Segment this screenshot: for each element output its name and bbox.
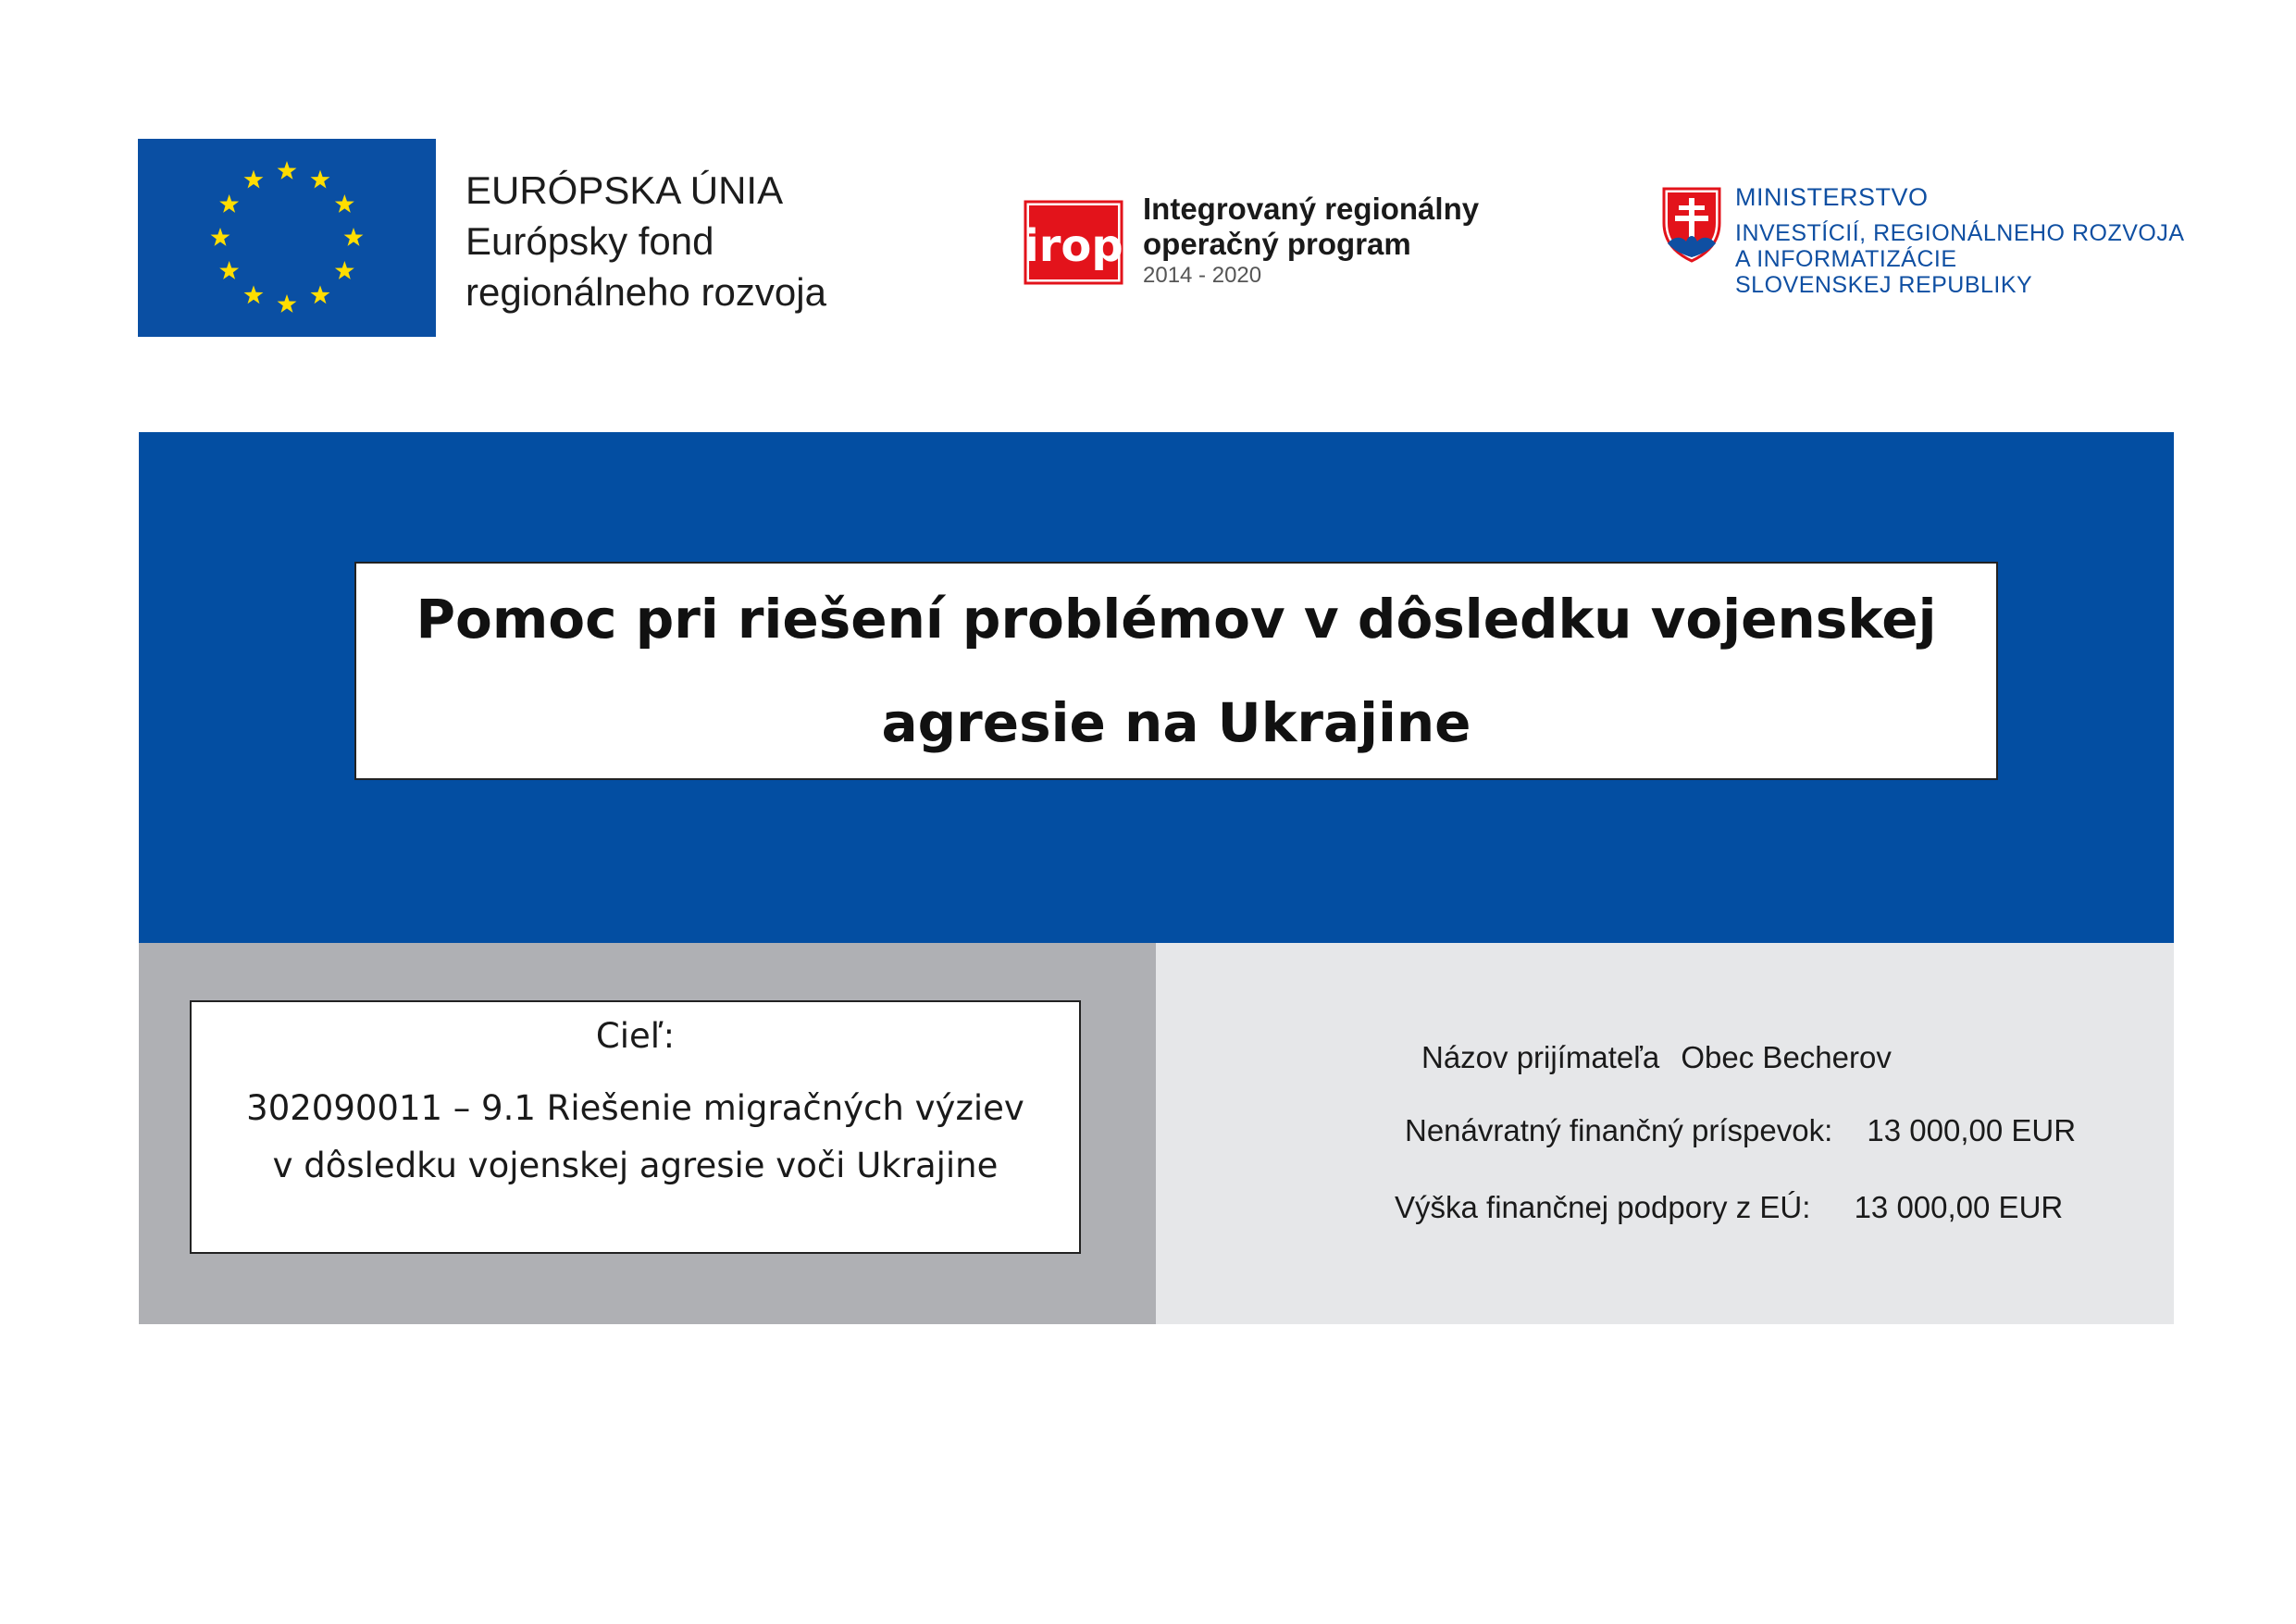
slovak-crest-icon: [1661, 186, 1722, 264]
irop-line-2: operačný program: [1143, 227, 1411, 261]
goal-box: [190, 1000, 1081, 1254]
eu-flag-icon: [138, 139, 436, 337]
project-title-line-2: agresie na Ukrajine: [881, 691, 1471, 754]
ministry-line-2: INVESTÍCIÍ, REGIONÁLNEHO ROZVOJA: [1735, 220, 2185, 246]
irop-logo-icon: [1024, 200, 1123, 285]
project-title-line-1: Pomoc pri riešení problémov v dôsledku vojenskej: [416, 588, 1937, 651]
recipient-row: [1421, 1040, 1892, 1075]
goal-line-2: v dôsledku vojenskej agresie voči Ukrajine: [272, 1146, 999, 1185]
ministry-text-block: [1735, 181, 2185, 298]
grant-row: [1405, 1113, 2076, 1148]
recipient-value: Obec Becherov: [1681, 1040, 1892, 1074]
project-title-box: [354, 562, 1998, 780]
ministry-line-4: SLOVENSKEJ REPUBLIKY: [1735, 272, 2033, 298]
grant-label: Nenávratný finančný príspevok:: [1405, 1113, 1833, 1147]
eu-support-value: 13 000,00 EUR: [1854, 1190, 2064, 1224]
irop-logo-text: irop: [1024, 220, 1123, 272]
eu-line-fund: Európsky fond: [465, 219, 714, 263]
eu-line-union: EURÓPSKA ÚNIA: [465, 168, 784, 212]
grant-value: 13 000,00 EUR: [1867, 1113, 2077, 1147]
irop-years: 2014 - 2020: [1143, 263, 1262, 288]
eu-support-label: Výška finančnej podpory z EÚ:: [1395, 1190, 1811, 1224]
goal-line-1: 302090011 – 9.1 Riešenie migračných výziev: [246, 1088, 1024, 1128]
irop-text-block: [1143, 192, 1479, 290]
ministry-line-1: MINISTERSTVO: [1735, 183, 1929, 211]
eu-line-regional: regionálneho rozvoja: [465, 270, 826, 314]
eu-text-block: [465, 165, 826, 317]
irop-line-1: Integrovaný regionálny: [1143, 192, 1480, 226]
ministry-line-3: A INFORMATIZÁCIE: [1735, 246, 1957, 272]
recipient-label: Názov prijímateľa: [1421, 1040, 1660, 1074]
goal-label: Cieľ:: [595, 1016, 676, 1056]
eu-support-row: [1395, 1190, 2063, 1225]
